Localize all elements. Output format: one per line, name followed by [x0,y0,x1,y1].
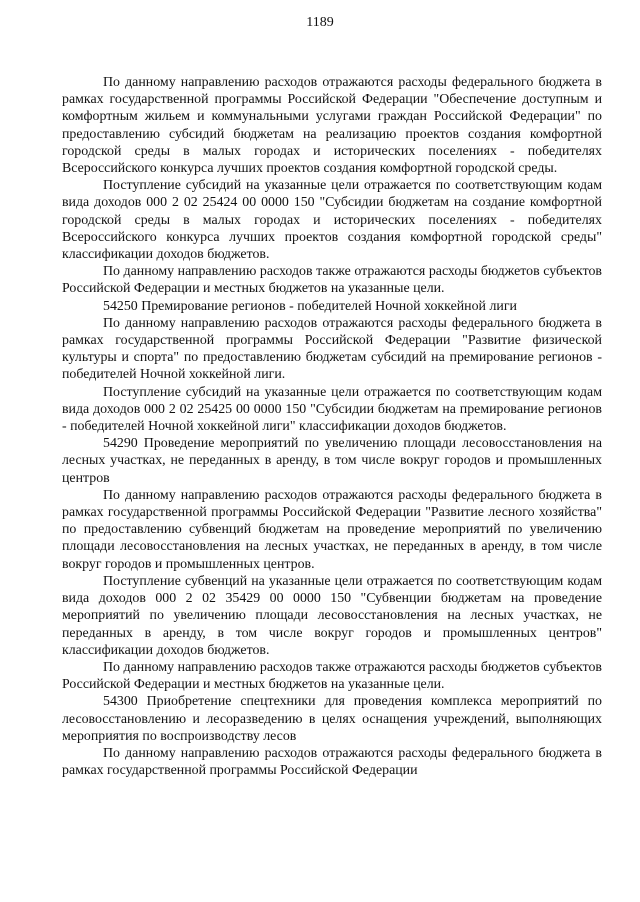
section-heading: 54300 Приобретение спецтехники для проведения комплекса мероприятий по лесовосстановлению и лесоразведению в целях оснащения учреждений, выполняющих мероприятия по воспроизводству лесов [62,694,602,744]
section-heading: 54250 Премирование регионов - победителей Ночной хоккейной лиги [103,298,517,314]
paragraph: По данному направлению расходов также отражаются расходы бюджетов субъектов Российской Федерации и местных бюджетов на указанные цели. [62,659,602,693]
paragraph: Поступление субсидий на указанные цели отражается по соответствующим кодам вида доходов 000 2 02 25424 00 0000 150 "Субсидии бюджетам на создание комфортной городской среды в малых городах и исторических поселениях - победителях Всероссийского конкурса лучших проектов создания комфортной городской среды" классификации доходов бюджетов. [62,178,602,263]
section-heading: 54290 Проведение мероприятий по увеличению площади лесовосстановления на лесных участках, не переданных в аренду, в том числе вокруг городов и промышленных центров [62,436,602,486]
paragraph: По данному направлению расходов отражаются расходы федерального бюджета в рамках государственной программы Российской Федерации [62,745,602,779]
page-number: 1189 [306,15,334,30]
paragraph: По данному направлению расходов отражаются расходы федерального бюджета в рамках государственной программы Российской Федерации "Обеспечение доступным и комфортным жильем и коммунальными услугами граждан Российской Федерации" по предоставлению субсидий бюджетам на реализацию проектов создания комфортной городской среды в малых городах и исторических поселениях - победителях Всероссийского конкурса лучших проектов создания комфортной городской среды. [62,75,602,177]
paragraph: По данному направлению расходов отражаются расходы федерального бюджета в рамках государственной программы Российской Федерации "Развитие физической культуры и спорта" по предоставлению бюджетам субсидий на премирование регионов - победителей Ночной хоккейной лиги. [62,315,602,383]
paragraph: Поступление субсидий на указанные цели отражается по соответствующим кодам вида доходов 000 2 02 25425 00 0000 150 "Субсидии бюджетам на премирование регионов - победителей Ночной хоккейной лиги" классификации доходов бюджетов. [62,384,602,435]
paragraph: По данному направлению расходов отражаются расходы федерального бюджета в рамках государственной программы Российской Федерации "Развитие лесного хозяйства" по предоставлению субвенций бюджетам на проведение мероприятий по увеличению площади лесовосстановления на лесных участках, не переданных в аренду, в том числе вокруг городов и промышленных центров. [62,487,602,572]
paragraph: По данному направлению расходов также отражаются расходы бюджетов субъектов Российской Федерации и местных бюджетов на указанные цели. [62,264,602,297]
document-body [62,74,602,779]
paragraph: Поступление субвенций на указанные цели отражается по соответствующим кодам вида доходов 000 2 02 35429 00 0000 150 "Субвенции бюджетам на проведение мероприятий по увеличению площади лесовосстановления на лесных участках, не переданных в аренду, в том числе вокруг городов и промышленных центров" классификации доходов бюджетов. [62,573,602,658]
